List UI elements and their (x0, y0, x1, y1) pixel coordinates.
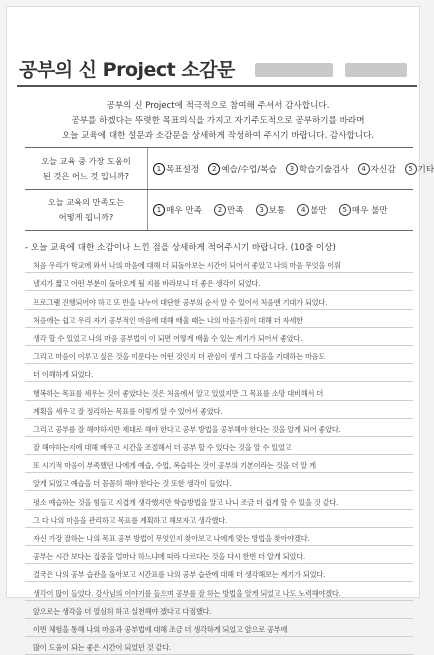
comment-line (25, 619, 413, 637)
comment-line (25, 328, 413, 346)
comment-line (25, 491, 413, 509)
comment-line (25, 637, 413, 655)
comment-line (25, 546, 413, 564)
question-label-line: 오늘 교육 중 가장 도움이 (41, 156, 131, 166)
intro-line: 공부의 신 Project에 적극적으로 참여해 주셔서 감사합니다. (106, 101, 330, 111)
question-label-line: 오늘 교육의 만족도는 (47, 197, 125, 207)
option-number-circle: 1 (153, 204, 165, 216)
question-helpful (25, 147, 434, 190)
option-label: 목표설정 (166, 165, 200, 175)
document-sheet (6, 6, 434, 653)
comment-line (25, 455, 413, 473)
comment-line (25, 528, 413, 546)
option-label: 보통 (268, 206, 286, 216)
option-number-circle: 1 (153, 163, 165, 175)
option-label: 기타 (417, 165, 434, 175)
comment-line-text: 이번 체험을 통해 나의 마음과 공부법에 대해 조금 더 생각하게 되었고 앞으로 공부에 (33, 624, 288, 634)
page-title: 공부의 신 Project 소감문 (19, 59, 235, 81)
comment-line (25, 364, 413, 382)
option-number-circle: 2 (208, 163, 220, 175)
comment-line-text: 그리고 공부를 잘 해야하지만 제대로 해야 한다고 공부 방법을 공부해야 한다는 것을 알게 되어 좋았다. (33, 424, 341, 434)
option-label: 불만 (310, 206, 327, 216)
option-label: 자신감 (370, 165, 396, 175)
comment-line-text: 잘 해야하는지에 대해 배우고 시간을 조절해서 더 공부 할 수 있다는 것을 알 수 있었고 (33, 443, 292, 453)
comment-line-text: 프로그램 진행되어야 하고 또 반을 나누어 대단한 공부의 순서 알 수 있어서 처음엔 기대가 되었다. (33, 297, 328, 307)
question-label-line: 된 것은 어느 것 입니까? (43, 171, 129, 181)
comment-line-text: 알게 되었고 예습을 더 꼼꼼히 해야 한다는 것 또한 생각이 들었다. (33, 479, 232, 489)
comment-line-text: 평소 예습하는 것을 힘들고 지겹게 생각했지만 학습방법을 알고 나니 조금 더 쉽게 할 수 있을 것 같다. (33, 497, 339, 507)
handwritten-comment-area[interactable] (25, 255, 413, 655)
option-neutral[interactable] (256, 204, 286, 216)
comment-line (25, 473, 413, 491)
intro-line: 공부를 하겠다는 뚜렷한 목표의식을 가지고 자기주도적으로 공부하기를 바라며 (71, 116, 365, 126)
comment-line (25, 419, 413, 437)
comment-line-text: 처음에는 쉽고 우리 자기 공부적인 마음에 대해 배울 때는 나의 마음가짐이 대해 더 자세한 (33, 315, 303, 325)
question-label (25, 190, 148, 230)
comment-line-text: 또 시기적 마음이 부족했던 나에게 예습, 수업, 복습하는 것이 공부의 기본이라는 것을 더 알 게 (33, 461, 316, 471)
option-label: 만족 (226, 206, 244, 216)
comment-line-text: 공부는 시간 보다는 집중을 얼마나 하느냐에 따라 다르다는 것을 다시 한번 더 알게 되었다. (33, 552, 305, 562)
option-confidence[interactable] (358, 163, 396, 175)
comment-line (25, 382, 413, 400)
comment-line-text: 생각이 많이 들었다. 강사님의 이야기를 들으며 공부를 잘 하는 방법을 알게 되었고 나도 노력해야겠다. (33, 588, 341, 598)
comment-line-text: 더 이해하게 되었다. (33, 370, 94, 380)
comment-line-text: 결국은 나의 공부 습관을 돌아보고 시간표를 나의 공부 습관에 대해 더 생각해보는 계기가 되었다. (33, 570, 326, 580)
option-other[interactable] (405, 163, 434, 175)
option-label: 매우 불만 (351, 206, 388, 216)
comment-line-text: 처음 우리가 학교에 와서 나의 마음에 대해 더 되돌아보는 시간이 되어서 좋았고 나의 마음 무엇을 이뤄 (33, 261, 341, 271)
comment-line (25, 582, 413, 600)
comment-line (25, 510, 413, 528)
title-divider (17, 85, 417, 87)
option-number-circle: 3 (256, 204, 268, 216)
comment-line (25, 310, 413, 328)
option-number-circle: 4 (297, 204, 309, 216)
option-number-circle: 3 (286, 163, 298, 175)
option-number-circle: 4 (358, 163, 370, 175)
redacted-school (345, 63, 407, 77)
comment-line (25, 601, 413, 619)
comment-line-text: 낼지가 짧고 어떤 부분이 돌아오게 될 지를 바라보니 더 좋은 생각이 되었다. (33, 279, 261, 289)
answer-options (153, 148, 434, 190)
comment-line-text: 많이 도움이 되는 좋은 시간이 되었던 것 같다. (33, 643, 172, 653)
comment-line-text: 자신 가장 잘하는 나의 목표 공부 방법이 무엇인지 찾아보고 나에게 맞는 방법을 찾아야겠다. (33, 534, 310, 543)
option-goal-setting[interactable] (153, 163, 199, 175)
intro-line: 오늘 교육에 대한 설문과 소감문을 상세하게 작성하여 주시기 바랍니다. 감사합니다. (61, 131, 375, 141)
option-very-satisfied[interactable] (153, 204, 202, 216)
option-label: 학습기술검사 (298, 165, 349, 175)
comment-line-text: 행복하는 목표를 세우는 것이 좋았다는 것은 처음에서 알고 있었지만 그 목표를 소망 대비해서 더 (33, 388, 324, 398)
comment-line (25, 401, 413, 419)
option-preview-review[interactable] (208, 163, 277, 175)
option-label: 예습/수업/복습 (221, 165, 277, 175)
option-satisfied[interactable] (214, 204, 244, 216)
comment-prompt: - 오늘 교육에 대한 소감이나 느낀 점을 상세하게 적어주시기 바랍니다. (10줄 이상) (25, 243, 336, 253)
option-number-circle: 5 (339, 204, 351, 216)
option-dissatisfied[interactable] (297, 204, 327, 216)
answer-options (153, 190, 413, 230)
option-number-circle: 2 (214, 204, 226, 216)
option-very-dissatisfied[interactable] (339, 204, 388, 216)
comment-line (25, 346, 413, 364)
question-label (25, 148, 148, 190)
comment-line (25, 255, 413, 273)
question-satisfaction (25, 189, 413, 231)
comment-line (25, 437, 413, 455)
comment-line (25, 291, 413, 309)
option-label: 매우 만족 (166, 206, 202, 216)
option-study-skills[interactable] (286, 163, 349, 175)
question-label-line: 어떻게 됩니까? (58, 212, 114, 222)
redacted-name (255, 63, 333, 77)
comment-line-text: 앞으로는 생각을 더 열심히 하고 실천해야 겠다고 다짐했다. (33, 606, 212, 616)
comment-line-text: 그 다 나의 마음을 관리하고 목표를 계획하고 해보자고 생각했다. (33, 515, 228, 525)
option-number-circle: 5 (405, 163, 417, 175)
comment-line-text: 계획을 세우고 잘 정리하는 목표를 이렇게 알 수 있어서 좋았다. (33, 406, 223, 416)
comment-line-text: 그리고 마음이 이루고 싶은 것을 이룬다는 어떤 것인지 더 관심이 생겨 그 다음을 기대하는 마음도 (33, 352, 326, 362)
comment-line (25, 273, 413, 291)
intro-text (23, 99, 413, 144)
comment-line (25, 564, 413, 582)
comment-line-text: 생각 할 수 있었고 나의 마음 공부법이 이 되면 어떻게 배울 수 있는 계기가 되어서 좋았다. (33, 333, 303, 343)
